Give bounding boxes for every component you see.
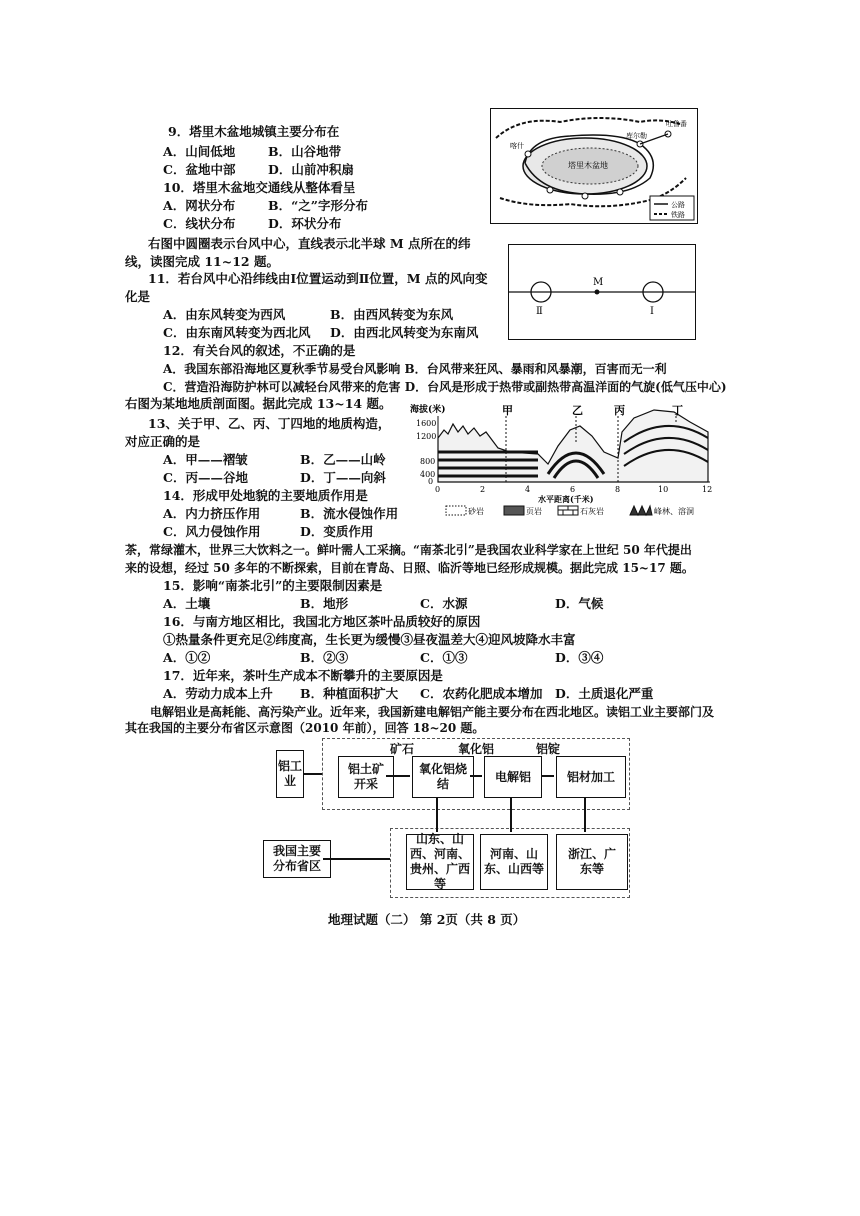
arrow-electro-processing <box>542 775 554 777</box>
site-bing-label: 丙 <box>614 404 625 417</box>
kashgar-label: 喀什 <box>510 142 524 150</box>
q10-stem: 10．塔里木盆地交通线从整体看呈 <box>163 180 356 195</box>
connector-regions <box>323 858 390 860</box>
q13-option-b: B．乙——山岭 <box>300 452 386 467</box>
q9-option-b: B．山谷地带 <box>268 144 342 159</box>
q13-option-c: C．丙——谷地 <box>163 470 248 485</box>
q16-option-b: B．②③ <box>300 650 349 665</box>
q14-option-b: B．流水侵蚀作用 <box>300 506 399 521</box>
site-ding-label: 丁 <box>672 404 683 417</box>
q11-option-b: B．由西风转变为东风 <box>330 307 454 322</box>
q17-option-a: A．劳动力成本上升 <box>163 686 273 701</box>
position-i-label: Ⅰ <box>650 306 654 317</box>
intro-11-12-line1: 右图中圆圈表示台风中心，直线表示北半球 M 点所在的纬 <box>148 236 471 251</box>
geo-xtick-8: 8 <box>615 485 621 494</box>
q16-options-line: ①热量条件更充足②纬度高，生长更为缓慢③昼夜温差大④迎风坡降水丰富 <box>163 632 576 647</box>
region-box-sintering: 山东、山西、河南、贵州、广西等 <box>406 834 474 890</box>
tarim-basin-label: 塔里木盆地 <box>568 161 608 170</box>
q13-option-a: A．甲——褶皱 <box>163 452 248 467</box>
q13-option-d: D．丁——向斜 <box>300 470 386 485</box>
q14-option-a: A．内力挤压作用 <box>163 506 261 521</box>
intro-11-12-line2: 线，读图完成 11~12 题。 <box>125 254 279 269</box>
q17-option-d: D．土质退化严重 <box>555 686 654 701</box>
connector-industry-process <box>304 773 322 775</box>
geo-xtick-10: 10 <box>658 485 669 494</box>
q15-option-a: A．土壤 <box>163 596 211 611</box>
legend-sandstone: 砂岩 <box>468 507 484 516</box>
geo-xtick-6: 6 <box>570 485 576 494</box>
geo-xtick-0: 0 <box>435 485 441 494</box>
q12-stem: 12．有关台风的叙述，不正确的是 <box>163 343 356 358</box>
geo-xtick-12: 12 <box>702 485 713 494</box>
q9-option-c: C．盆地中部 <box>163 162 236 177</box>
geologic-profile-figure <box>408 402 718 526</box>
q13-stem-2: 对应正确的是 <box>125 434 201 449</box>
position-ii-label: Ⅱ <box>536 306 543 317</box>
geo-ytick-800: 800 <box>420 457 436 466</box>
q9-stem: 9．塔里木盆地城镇主要分布在 <box>168 124 340 139</box>
q10-option-b: B．“之”字形分布 <box>268 198 368 213</box>
legend-limestone: 石灰岩 <box>580 507 604 516</box>
q12-options-ab: A．我国东部沿海地区夏秋季节易受台风影响 B．台风带来狂风、暴雨和风暴潮，百害而无一利 <box>163 362 667 376</box>
ingot-label: 铝锭 <box>536 742 561 756</box>
region-box-electrolysis: 河南、山东、山西等 <box>480 834 548 890</box>
q13-stem-1: 13、关于甲、乙、丙、丁四地的地质构造， <box>148 416 391 431</box>
legend-road: 公路 <box>671 201 685 209</box>
q11-stem-1: 11．若台风中心沿纬线由Ⅰ位置运动到Ⅱ位置，M 点的风向变 <box>148 271 488 286</box>
site-jia-label: 甲 <box>502 404 513 417</box>
geo-xtick-4: 4 <box>525 485 531 494</box>
q9-option-a: A．山间低地 <box>163 144 236 159</box>
geo-xtick-2: 2 <box>480 485 486 494</box>
q16-option-a: A．①② <box>163 650 211 665</box>
q11-option-a: A．由东风转变为西风 <box>163 307 286 322</box>
q14-stem: 14．形成甲处地貌的主要地质作用是 <box>163 488 368 503</box>
q9-option-d: D．山前冲积扇 <box>268 162 354 177</box>
q10-option-a: A．网状分布 <box>163 198 236 213</box>
tarim-basin-map <box>490 108 698 224</box>
geo-ytick-1200: 1200 <box>416 432 437 441</box>
point-m-label: M <box>593 277 604 288</box>
legend-rail: 铁路 <box>671 211 685 219</box>
intro-15-17-line1: 茶，常绿灌木，世界三大饮料之一。鲜叶需人工采摘。“南茶北引”是我国农业科学家在上世纪 50 年代提出 <box>125 543 692 557</box>
q11-option-d: D．由西北风转变为东南风 <box>330 325 479 340</box>
q14-option-d: D．变质作用 <box>300 524 374 539</box>
q11-stem-2: 化是 <box>125 289 151 304</box>
q12-options-cd: C．营造沿海防护林可以减轻台风带来的危害 D．台风是形成于热带或副热带高温洋面的气旋(低气压中心) <box>163 380 727 394</box>
ore-label: 矿石 <box>390 742 415 756</box>
q17-option-b: B．种植面积扩大 <box>300 686 399 701</box>
q14-option-c: C．风力侵蚀作用 <box>163 524 261 539</box>
turpan-label: 吐鲁番 <box>666 120 687 128</box>
arrow-mining-sinter <box>386 775 410 777</box>
electrolytic-aluminum-box: 电解铝 <box>484 756 542 798</box>
q16-stem: 16．与南方地区相比，我国北方地区茶叶品质较好的原因 <box>163 614 481 629</box>
q15-option-b: B．地形 <box>300 596 349 611</box>
page-footer: 地理试题（二） 第 2页（共 8 页） <box>328 912 526 927</box>
intro-18-20-line1: 电解铝业是高耗能、高污染产业。近年来，我国新建电解铝产能主要分布在西北地区。读铝工业主要部门及 <box>150 705 715 719</box>
q17-stem: 17．近年来，茶叶生产成本不断攀升的主要原因是 <box>163 668 443 683</box>
link-processing-region <box>584 798 586 832</box>
regions-label-box: 我国主要分布省区 <box>263 840 331 878</box>
q15-option-d: D．气候 <box>555 596 604 611</box>
q16-option-c: C．①③ <box>420 650 468 665</box>
link-sinter-region <box>436 798 438 832</box>
geo-xlabel: 水平距离(千米) <box>538 494 594 504</box>
link-electro-region <box>510 798 512 832</box>
aluminum-processing-box: 铝材加工 <box>556 756 626 798</box>
q15-option-c: C．水源 <box>420 596 468 611</box>
q17-option-c: C．农药化肥成本增加 <box>420 686 543 701</box>
intro-18-20-line2: 其在我国的主要分布省区示意图（2010 年前），回答 18~20 题。 <box>125 721 485 735</box>
typhoon-figure <box>508 244 696 340</box>
legend-shale: 页岩 <box>526 507 542 516</box>
geo-ytick-1600: 1600 <box>416 419 437 428</box>
q15-stem: 15．影响“南茶北引”的主要限制因素是 <box>163 578 383 593</box>
q10-option-d: D．环状分布 <box>268 216 342 231</box>
legend-peak-forest-cave: 峰林、溶洞 <box>654 507 694 516</box>
q10-option-c: C．线状分布 <box>163 216 236 231</box>
alumina-label: 氧化铝 <box>458 742 495 756</box>
intro-15-17-line2: 来的设想，经过 50 多年的不断探索，目前在青岛、日照、临沂等地已经形成规模。据此完成 15~17 题。 <box>125 561 694 575</box>
q11-option-c: C．由东南风转变为西北风 <box>163 325 311 340</box>
aluminum-industry-box: 铝工业 <box>276 750 304 798</box>
alumina-sintering-box: 氧化铝烧结 <box>412 756 474 798</box>
arrow-sinter-electro <box>470 775 482 777</box>
q16-option-d: D．③④ <box>555 650 604 665</box>
geo-ytick-0: 0 <box>428 477 434 486</box>
bauxite-mining-box: 铝土矿开采 <box>338 756 394 798</box>
intro-13-14: 右图为某地地质剖面图。据此完成 13~14 题。 <box>125 396 392 411</box>
geo-ylabel: 海拔(米) <box>410 405 446 415</box>
region-box-processing: 浙江、广东等 <box>556 834 628 890</box>
geo-ytick-400: 400 <box>420 470 436 479</box>
site-yi-label: 乙 <box>572 404 583 417</box>
korla-label: 库尔勒 <box>626 132 647 140</box>
